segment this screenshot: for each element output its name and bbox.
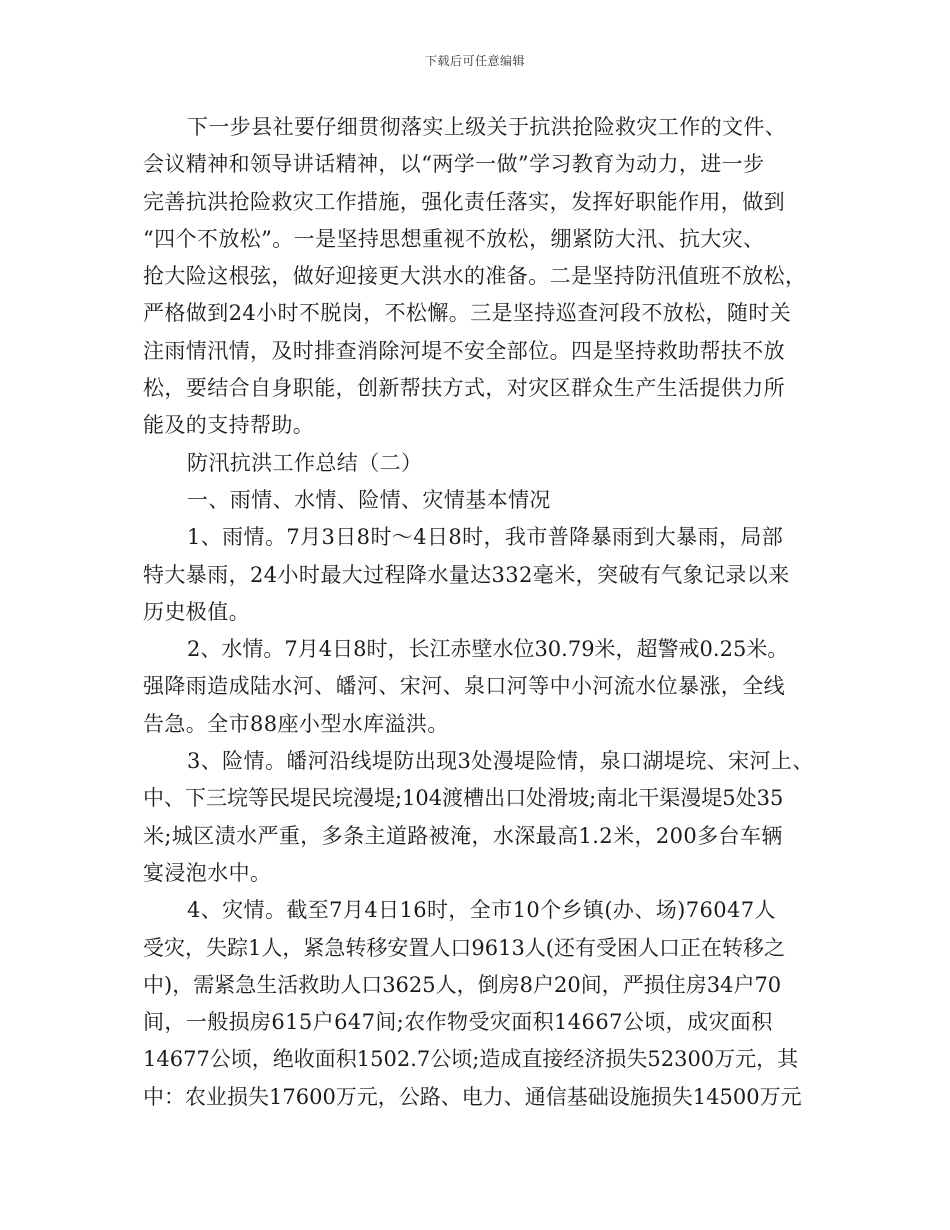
paragraph-line: 抢大险这根弦，做好迎接更大洪水的准备。二是坚持防汛值班不放松，	[143, 264, 807, 289]
paragraph-line: 中、下三垸等民堤民垸漫堤;104渡槽出口处滑坡;南北干渠漫堤5处35	[143, 786, 784, 811]
paragraph-line: 中：农业损失17600万元，公路、电力、通信基础设施损失14500万元	[143, 1084, 802, 1109]
paragraph-line: 间，一般损房615户647间;农作物受灾面积14667公顷，成灾面积	[143, 1010, 773, 1035]
paragraph-line: 告急。全市88座小型水库溢洪。	[143, 711, 449, 736]
paragraph-line: 受灾，失踪1人，紧急转移安置人口9613人(还有受困人口正在转移之	[143, 935, 785, 960]
paragraph-line: 14677公顷，绝收面积1502.7公顷;造成直接经济损失52300万元，其	[143, 1047, 799, 1072]
section-title: 防汛抗洪工作总结（二）	[187, 450, 423, 475]
paragraph-line: 米;城区渍水严重，多条主道路被淹，水深最高1.2米，200多台车辆	[143, 823, 783, 848]
paragraph-line: 2、水情。7月4日8时，长江赤壁水位30.79米，超警戒0.25米。	[187, 637, 789, 662]
paragraph-line: 注雨情汛情，及时排查消除河堤不安全部位。四是坚持救助帮扶不放	[143, 338, 785, 363]
paragraph-line: 4、灾情。截至7月4日16时，全市10个乡镇(办、场)76047人	[187, 898, 776, 923]
paragraph-line: 历史极值。	[143, 599, 250, 624]
paragraph-line: 完善抗洪抢险救灾工作措施，强化责任落实，发挥好职能作用，做到	[143, 189, 785, 214]
paragraph-line: 1、雨情。7月3日8时～4日8时，我市普降暴雨到大暴雨，局部	[187, 525, 784, 550]
paragraph-line: 特大暴雨，24小时最大过程降水量达332毫米，突破有气象记录以来	[143, 562, 790, 587]
paragraph-line: 严格做到24小时不脱岗，不松懈。三是坚持巡查河段不放松，随时关	[143, 301, 792, 326]
paragraph-line: 下一步县社要仔细贯彻落实上级关于抗洪抢险救灾工作的文件、	[187, 115, 787, 139]
paragraph-line: 会议精神和领导讲话精神，以“两学一做”学习教育为动力，进一步	[143, 152, 765, 177]
paragraph-line: “四个不放松”。一是坚持思想重视不放松，绷紧防大汛、抗大灾、	[143, 226, 765, 251]
paragraph-line: 3、险情。皤河沿线堤防出现3处漫堤险情，泉口湖堤垸、宋河上、	[187, 749, 814, 774]
paragraph-line: 能及的支持帮助。	[143, 413, 315, 438]
paragraph-line: 宴浸泡水中。	[143, 860, 272, 885]
paragraph-line: 强降雨造成陆水河、皤河、宋河、泉口河等中小河流水位暴涨，全线	[143, 674, 785, 699]
section-heading: 一、雨情、水情、险情、灾情基本情况	[187, 487, 551, 512]
paragraph-line: 松，要结合自身职能，创新帮扶方式，对灾区群众生产生活提供力所	[143, 376, 785, 401]
document-body	[143, 109, 818, 1116]
paragraph-line: 中)，需紧急生活救助人口3625人，倒房8户20间，严损住房34户70	[143, 972, 782, 997]
page-header: 下载后可任意编辑	[424, 54, 525, 68]
